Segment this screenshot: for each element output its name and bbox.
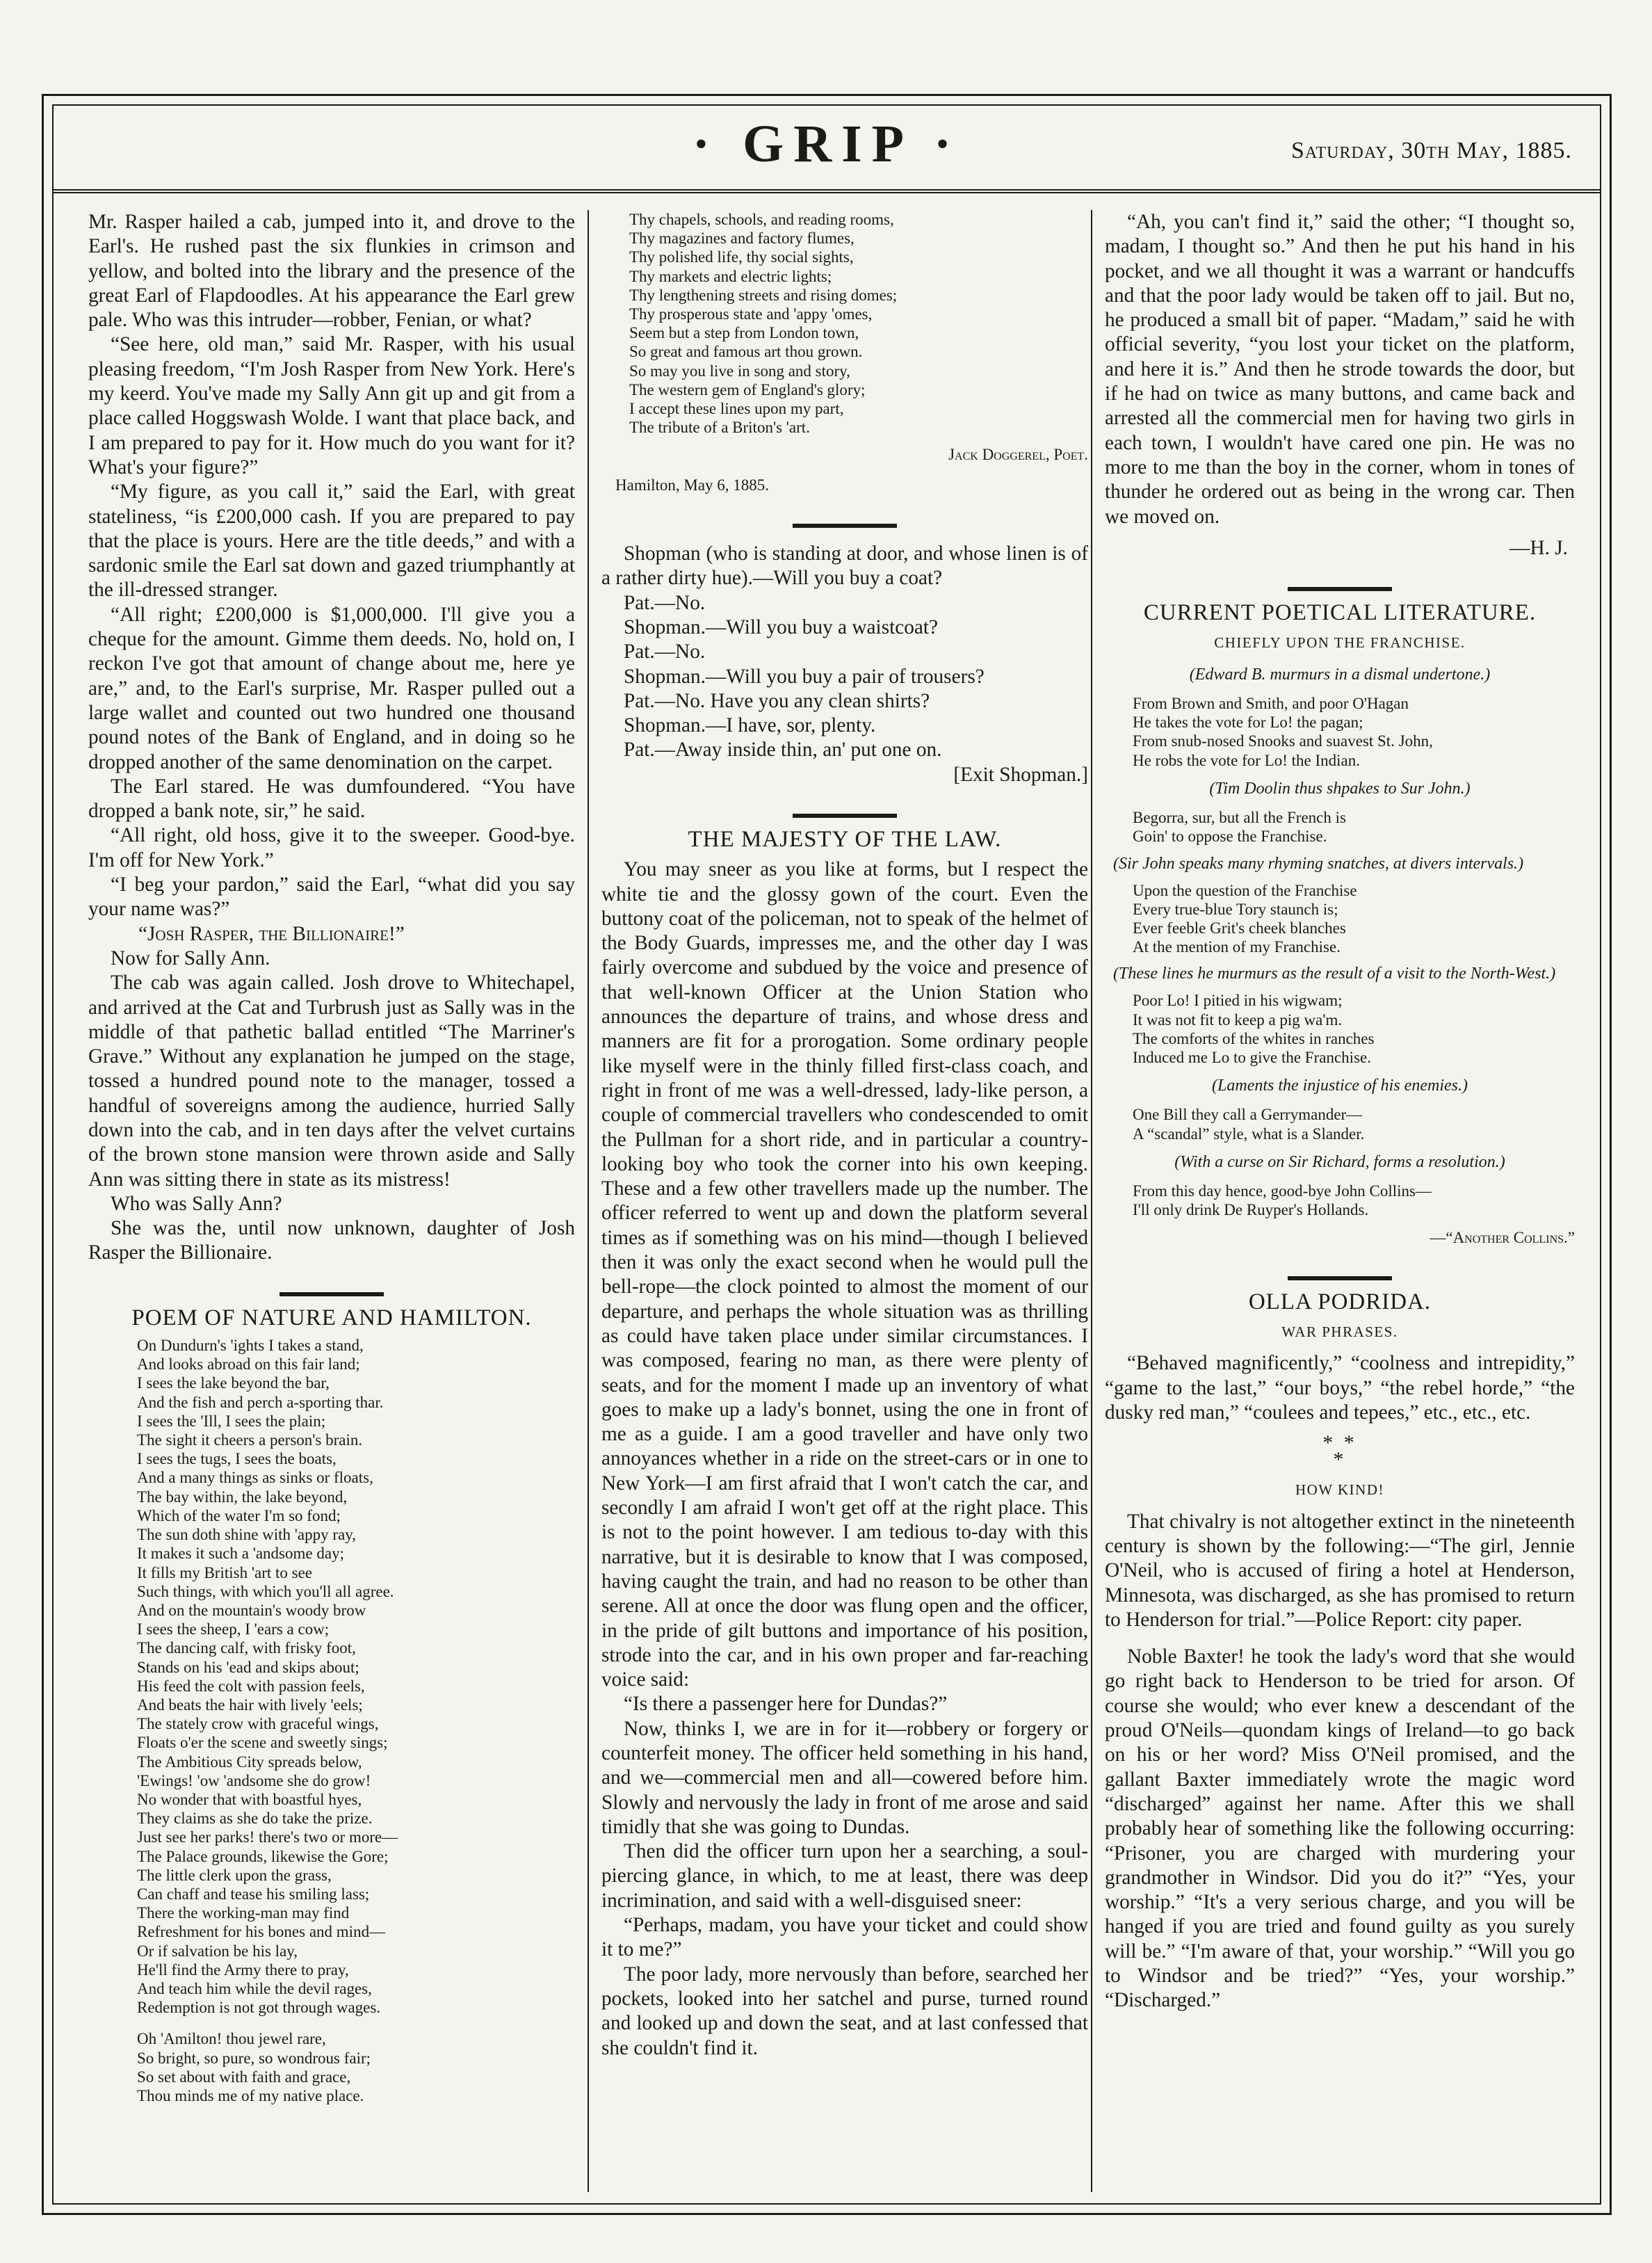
verse-line: Can chaff and tease his smiling lass;: [137, 1885, 370, 1903]
story-paragraph: “I beg your pardon,” said the Earl, “what did you say your name was?”: [88, 873, 575, 921]
section-rule: [793, 814, 897, 818]
verse-note: (Sir John speaks many rhyming snatches, at divers intervals.): [1113, 854, 1524, 873]
verse-line: Ever feeble Grit's cheek blanches: [1133, 919, 1346, 937]
verse-line: I sees the lake beyond the bar,: [137, 1374, 330, 1392]
verse-line: There the working-man may find: [137, 1904, 350, 1922]
verse-line: He'll find the Army there to pray,: [137, 1960, 349, 1979]
column-rule-right: [1091, 210, 1092, 2192]
dialog-line: Pat.—No.: [624, 641, 706, 663]
verse-line: He takes the vote for Lo! the pagan;: [1133, 714, 1363, 732]
verse-line: A “scandal” style, what is a Slander.: [1133, 1125, 1365, 1143]
story-paragraph: “Josh Rasper, the Billionaire!”: [138, 922, 405, 945]
how-kind-title: HOW KIND!: [1295, 1481, 1384, 1499]
verse-note: (Tim Doolin thus shpakes to Sur John.): [1209, 779, 1471, 798]
verse-line: Induced me Lo to give the Franchise.: [1133, 1048, 1371, 1066]
verse-line: The comforts of the whites in ranches: [1133, 1029, 1375, 1047]
verse-line: It makes it such a 'andsome day;: [137, 1545, 344, 1563]
verse-line: Thy prosperous state and 'appy 'omes,: [629, 305, 873, 323]
verse-line: His feed the colt with passion feels,: [137, 1677, 365, 1695]
olla-title: OLLA PODRIDA.: [1248, 1289, 1432, 1314]
verse-line: One Bill they call a Gerrymander—: [1133, 1106, 1363, 1124]
column-2: [601, 210, 1088, 2192]
current-subtitle: CHIEFLY UPON THE FRANCHISE.: [1214, 634, 1466, 652]
majesty-signoff: —H. J.: [1509, 536, 1568, 559]
verse-line: Upon the question of the Franchise: [1133, 881, 1357, 899]
dialog-line: Shopman.—Will you buy a pair of trousers?: [624, 665, 985, 688]
verse-line: And beats the hair with lively 'eels;: [137, 1696, 363, 1714]
verse-line: The bay within, the lake beyond,: [137, 1488, 348, 1506]
verse-line: Thy polished life, thy social sights,: [629, 248, 854, 266]
verse-line: And looks abroad on this fair land;: [137, 1355, 360, 1374]
verse-line: Begorra, sur, but all the French is: [1133, 809, 1346, 827]
verse-line: The little clerk upon the grass,: [137, 1866, 332, 1884]
verse-line: From this day hence, good-bye John Collins—: [1133, 1182, 1432, 1200]
asterism: * * *: [1322, 1431, 1357, 1472]
column-1: [88, 210, 575, 2192]
olla-subtitle: WAR PHRASES.: [1281, 1323, 1398, 1341]
majesty-paragraph: “Perhaps, madam, you have your ticket and could show it to me?”: [601, 1914, 1088, 1961]
poem-title: POEM OF NATURE AND HAMILTON.: [131, 1305, 532, 1330]
verse-note: (With a curse on Sir Richard, forms a resolution.): [1174, 1152, 1505, 1171]
verse-stanza-break: [137, 2017, 575, 2029]
story-paragraph: “All right, old hoss, give it to the sweeper. Good-bye. I'm off for New York.”: [88, 824, 575, 871]
page-frame-inner: [52, 104, 1601, 2205]
current-verse: [1105, 1182, 1575, 1219]
verse-line: Thy magazines and factory flumes,: [629, 229, 855, 248]
how-kind-paragraph: Noble Baxter! he took the lady's word that she would go right back to Henderson to be tried for arson. Of course she would; who ever knew a descendant of the proud O'Neils—quondam kings of Ireland—to go back on his or her word? Miss O'Neil promised, and the gallant Baxter immediately wrote the magic word “discharged” against her name. After this we shall probably hear of something like the following occurring: “Prisoner, you are charged with murdering your grandmother in Windsor. Did you do it?” “Yes, your worship.” “It's a very serious charge, and you will be hanged if you are tried and found guilty as you surely will be.” “I'm aware of that, your worship.” “Will you go to Windsor and be tried?” “Yes, your worship.” “Discharged.”: [1105, 1645, 1575, 2012]
verse-line: Every true-blue Tory staunch is;: [1133, 900, 1338, 918]
verse-line: The sun doth shine with 'appy ray,: [137, 1526, 357, 1544]
verse-line: The Ambitious City spreads below,: [137, 1753, 362, 1771]
verse-line: The sight it cheers a person's brain.: [137, 1431, 363, 1449]
story-paragraph: Who was Sally Ann?: [111, 1192, 282, 1215]
verse-line: Such things, with which you'll all agree.: [137, 1582, 394, 1600]
dialog-line: Pat.—No. Have you any clean shirts?: [624, 689, 930, 712]
poem-signoff: Jack Doggerel, Poet.: [948, 446, 1088, 464]
verse-line: Poor Lo! I pitied in his wigwam;: [1133, 992, 1343, 1010]
verse-line: Which of the water I'm so fond;: [137, 1506, 341, 1524]
verse-line: At the mention of my Franchise.: [1133, 938, 1341, 956]
verse-line: The Palace grounds, likewise the Gore;: [137, 1847, 389, 1865]
verse-line: So set about with faith and grace,: [137, 2068, 351, 2086]
verse-line: Thy markets and electric lights;: [629, 267, 832, 285]
poem-dateline: Hamilton, May 6, 1885.: [615, 476, 770, 494]
verse-line: I sees the tugs, I sees the boats,: [137, 1450, 337, 1468]
dialog-line: Shopman.—Will you buy a waistcoat?: [624, 615, 939, 638]
verse-line: From snub-nosed Snooks and suavest St. John,: [1133, 732, 1433, 750]
story-paragraph: Now for Sally Ann.: [111, 947, 270, 969]
majesty-paragraph: Now, thinks I, we are in for it—robbery or forgery or counterfeit money. The officer held something in his hand, and we—commercial men and all—cowered before him. Slowly and nervously the lady in front of me arose and said timidly that she was going to Dundas.: [601, 1717, 1088, 1838]
majesty-paragraph: “Is there a passenger here for Dundas?”: [624, 1693, 948, 1716]
poem-verse-continued: [601, 210, 1088, 437]
masthead: [54, 106, 1600, 193]
verse-line: I sees the sheep, I 'ears a cow;: [137, 1620, 330, 1638]
story-paragraph: The Earl stared. He was dumfoundered. “You have dropped a bank note, sir,” he said.: [88, 775, 575, 823]
poem-verse: [88, 1336, 575, 2105]
page-frame: [42, 94, 1612, 2215]
verse-line: The tribute of a Briton's 'art.: [629, 419, 810, 437]
verse-line: Oh 'Amilton! thou jewel rare,: [137, 2030, 326, 2048]
story-paragraph: “My figure, as you call it,” said the Earl, with great stateliness, “is £200,000 cash. If you are prepared to pay that the place is yours. Here are the title deeds,” and with a sardonic smile the Earl sat down and gazed triumphantly at the ill-dressed stranger.: [88, 481, 575, 602]
current-verse: [1105, 808, 1575, 846]
verse-line: And a many things as sinks or floats,: [137, 1469, 373, 1487]
verse-line: It fills my British 'art to see: [137, 1563, 313, 1581]
verse-line: Redemption is not got through wages.: [137, 1999, 381, 2017]
dialog-exit: [Exit Shopman.]: [953, 763, 1088, 786]
verse-line: Thy chapels, schools, and reading rooms,: [629, 211, 894, 228]
verse-line: The dancing calf, with frisky foot,: [137, 1639, 356, 1657]
majesty-paragraph: You may sneer as you like at forms, but I respect the white tie and the glossy gown of the court. Even the buttony coat of the policeman, not to speak of the helmet of the Body Guards, impresses me, and the other day I was fairly overcome and subdued by the voice and presence of that well-known Officer at the Union Station who announces the departure of trains, and whose dress and manners are fit for a prorogation. Some ordinary people like myself were in the thinly filled first-class coach, and right in front of me was a well-dressed, lady-like person, a couple of commercial travellers who condescended to omit the Pullman for a short ride, and in particular a country-looking boy who took the corner into his own keeping. These and a few other travellers made up the number. The officer referred to went up and down the platform several times as if something was on his mind—though I believed then it was only the exact second when he would pull the bell-rope—the clock pointed to almost the moment of our departure, and perhaps the whole situation was as thrilling as could have taken place under similar circumstances. I was composed, fearing no man, as there were plenty of seats, and for the moment I made up an inventory of what goes to make up a lady's bonnet, using the one in front of me as a guide. I am a good traveller and have only two annoyances whether in a ride on the street-cars or in one to New York—I am first afraid that I won't catch the car, and secondly I am afraid I won't get off at the right place. This is not to the point however. I am tedious to-day with this narrative, but it is desirable to know that I was composed, having caught the train, and had no reason to be other than serene. All at once the door was flung open and the officer, in the pride of gilt buttons and importance of his position, strode into the car, and in his own proper and far-reaching voice said:: [601, 858, 1088, 1691]
verse-line: Or if salvation be his lay,: [137, 1942, 298, 1960]
story-text: [88, 210, 575, 1266]
section-rule: [1288, 1276, 1392, 1280]
verse-line: And the fish and perch a-sporting thar.: [137, 1393, 384, 1411]
dialog-line: Pat.—Away inside thin, an' put one on.: [624, 739, 942, 762]
verse-line: Stands on his 'ead and skips about;: [137, 1658, 359, 1676]
story-paragraph: The cab was again called. Josh drove to Whitechapel, and arrived at the Cat and Turbrush just as Sally was in the middle of that pathetic ballad entitled “The Marriner's Grave.” Without any explanation he jumped on the stage, tossed a hundred pound note to the manager, tossed a handful of sovereigns among the audience, hurried Sally down into the cab, and in ten days after the velvet curtains of the brown stone mansion were thrown aside and Sally Ann was sitting there in state as its mistress!: [88, 972, 575, 1191]
section-rule: [1288, 587, 1392, 591]
verse-line: I accept these lines upon my part,: [629, 400, 844, 418]
verse-line: From Brown and Smith, and poor O'Hagan: [1133, 695, 1409, 713]
verse-line: I sees the 'Ill, I sees the plain;: [137, 1412, 326, 1430]
column-3: [1105, 210, 1575, 2192]
dialog-line: Shopman.—I have, sor, plenty.: [624, 714, 876, 737]
verse-line: Seem but a step from London town,: [629, 324, 859, 342]
current-verse: [1105, 881, 1575, 957]
majesty-paragraph: Then did the officer turn upon her a searching, a soul-piercing glance, in which, to me at least, there was deep incrimination, and said with a well-disguised sneer:: [601, 1840, 1088, 1912]
verse-line: Thou minds me of my native place.: [137, 2086, 364, 2104]
verse-line: Refreshment for his bones and mind—: [137, 1923, 386, 1941]
masthead-title: · GRIP ·: [692, 115, 962, 173]
verse-line: Thy lengthening streets and rising domes;: [629, 286, 898, 304]
verse-line: Floats o'er the scene and sweetly sings;: [137, 1734, 388, 1752]
verse-note: (Edward B. murmurs in a dismal undertone.): [1189, 665, 1491, 684]
verse-line: Goin' to oppose the Franchise.: [1133, 828, 1327, 846]
olla-war-phrases: “Behaved magnificently,” “coolness and intrepidity,” “game to the last,” “our boys,” “the rebel horde,” “the dusky red man,” “coulees and tepees,” etc., etc., etc.: [1105, 1352, 1575, 1424]
column-rule-left: [588, 210, 589, 2192]
majesty-continued: “Ah, you can't find it,” said the other; “I thought so, madam, I thought so.” And then he put his hand in his pocket, and we all thought it was a warrant or handcuffs and that the poor lady would be taken off to jail. But no, he produced a small bit of paper. “Madam,” said he with official severity, “you lost your ticket on the platform, and here it is.” And then he strode towards the door, but if he had on twice as many buttons, and came back and arrested all the commercial men for having two girls in each town, I wouldn't have cared one pin. He was no more to me than the boy in the corner, whom in tones of thunder he ordered out as being in the wrong car. Then we moved on.: [1105, 211, 1575, 528]
how-kind-paragraph: That chivalry is not altogether extinct in the nineteenth century is shown by the following:—“The girl, Jennie O'Neil, who is accused of firing a hotel at Henderson, Minnesota, was discharged, as she has promised to return to Henderson for trial.”—Police Report: city paper.: [1105, 1510, 1575, 1631]
section-rule: [793, 524, 897, 528]
verse-line: So may you live in song and story,: [629, 362, 850, 380]
current-verse: [1105, 1105, 1575, 1143]
verse-note: (These lines he murmurs as the result of a visit to the North-West.): [1113, 965, 1556, 983]
verse-line: On Dundurn's 'ights I takes a stand,: [137, 1337, 364, 1355]
dialog-intro: Shopman (who is standing at door, and whose linen is of a rather dirty hue).—Will you buy a coat?: [601, 542, 1088, 590]
verse-line: So great and famous art thou grown.: [629, 343, 863, 361]
verse-line: They claims as she do take the prize.: [137, 1810, 373, 1828]
story-paragraph: “All right; £200,000 is $1,000,000. I'll give you a cheque for the amount. Gimme them deeds. No, hold on, I reckon I've got that amount of change about me, here ye are,” and, to the Earl's surprise, Mr. Rasper pulled out a large wallet and counted out two hundred one thousand pound notes of the Bank of England, and in doing so he dropped another of the same denomination on the carpet.: [88, 603, 575, 773]
current-verse: [1105, 694, 1575, 770]
current-verse: [1105, 991, 1575, 1067]
verse-line: 'Ewings! 'ow 'andsome she do grow!: [137, 1771, 371, 1789]
section-rule: [280, 1292, 384, 1296]
verse-line: And teach him while the devil rages,: [137, 1979, 372, 1997]
story-paragraph: Mr. Rasper hailed a cab, jumped into it, and drove to the Earl's. He rushed past the six flunkies in crimson and yellow, and bolted into the library and the presence of the great Earl of Flapdoodles. At his appearance the Earl grew pale. Who was this intruder—robber, Fenian, or what?: [88, 211, 575, 332]
majesty-title: THE MAJESTY OF THE LAW.: [688, 827, 1002, 852]
verse-line: And on the mountain's woody brow: [137, 1601, 366, 1619]
verse-line: The western gem of England's glory;: [629, 380, 866, 398]
dialog-line: Pat.—No.: [624, 591, 706, 614]
majesty-paragraph: The poor lady, more nervously than before, searched her pockets, looked into her satchel and purse, turned round and looked up and down the seat, and at last confessed that she couldn't find it.: [601, 1963, 1088, 2059]
verse-line: Just see her parks! there's two or more—: [137, 1828, 398, 1846]
current-title: CURRENT POETICAL LITERATURE.: [1143, 600, 1537, 626]
current-signoff: —“Another Collins.”: [1430, 1228, 1575, 1246]
verse-note: (Laments the injustice of his enemies.): [1212, 1077, 1468, 1095]
verse-line: I'll only drink De Ruyper's Hollands.: [1133, 1201, 1369, 1219]
verse-line: So bright, so pure, so wondrous fair;: [137, 2049, 371, 2067]
verse-line: No wonder that with boastful hyes,: [137, 1790, 362, 1808]
issue-date: Saturday, 30th May, 1885.: [1290, 138, 1572, 163]
story-paragraph: “See here, old man,” said Mr. Rasper, with his usual pleasing freedom, “I'm Josh Rasper from New York. Here's my keerd. You've made my Sally Ann git up and git from a place called Hoggswash Wolde. I want that place back, and I am prepared to pay for it. How much do you want for it? What's your figure?”: [88, 333, 575, 478]
verse-line: It was not fit to keep a pig wa'm.: [1133, 1010, 1343, 1029]
verse-line: He robs the vote for Lo! the Indian.: [1133, 751, 1361, 769]
story-paragraph: She was the, until now unknown, daughter of Josh Rasper the Billionaire.: [88, 1217, 575, 1264]
verse-line: The stately crow with graceful wings,: [137, 1715, 379, 1733]
